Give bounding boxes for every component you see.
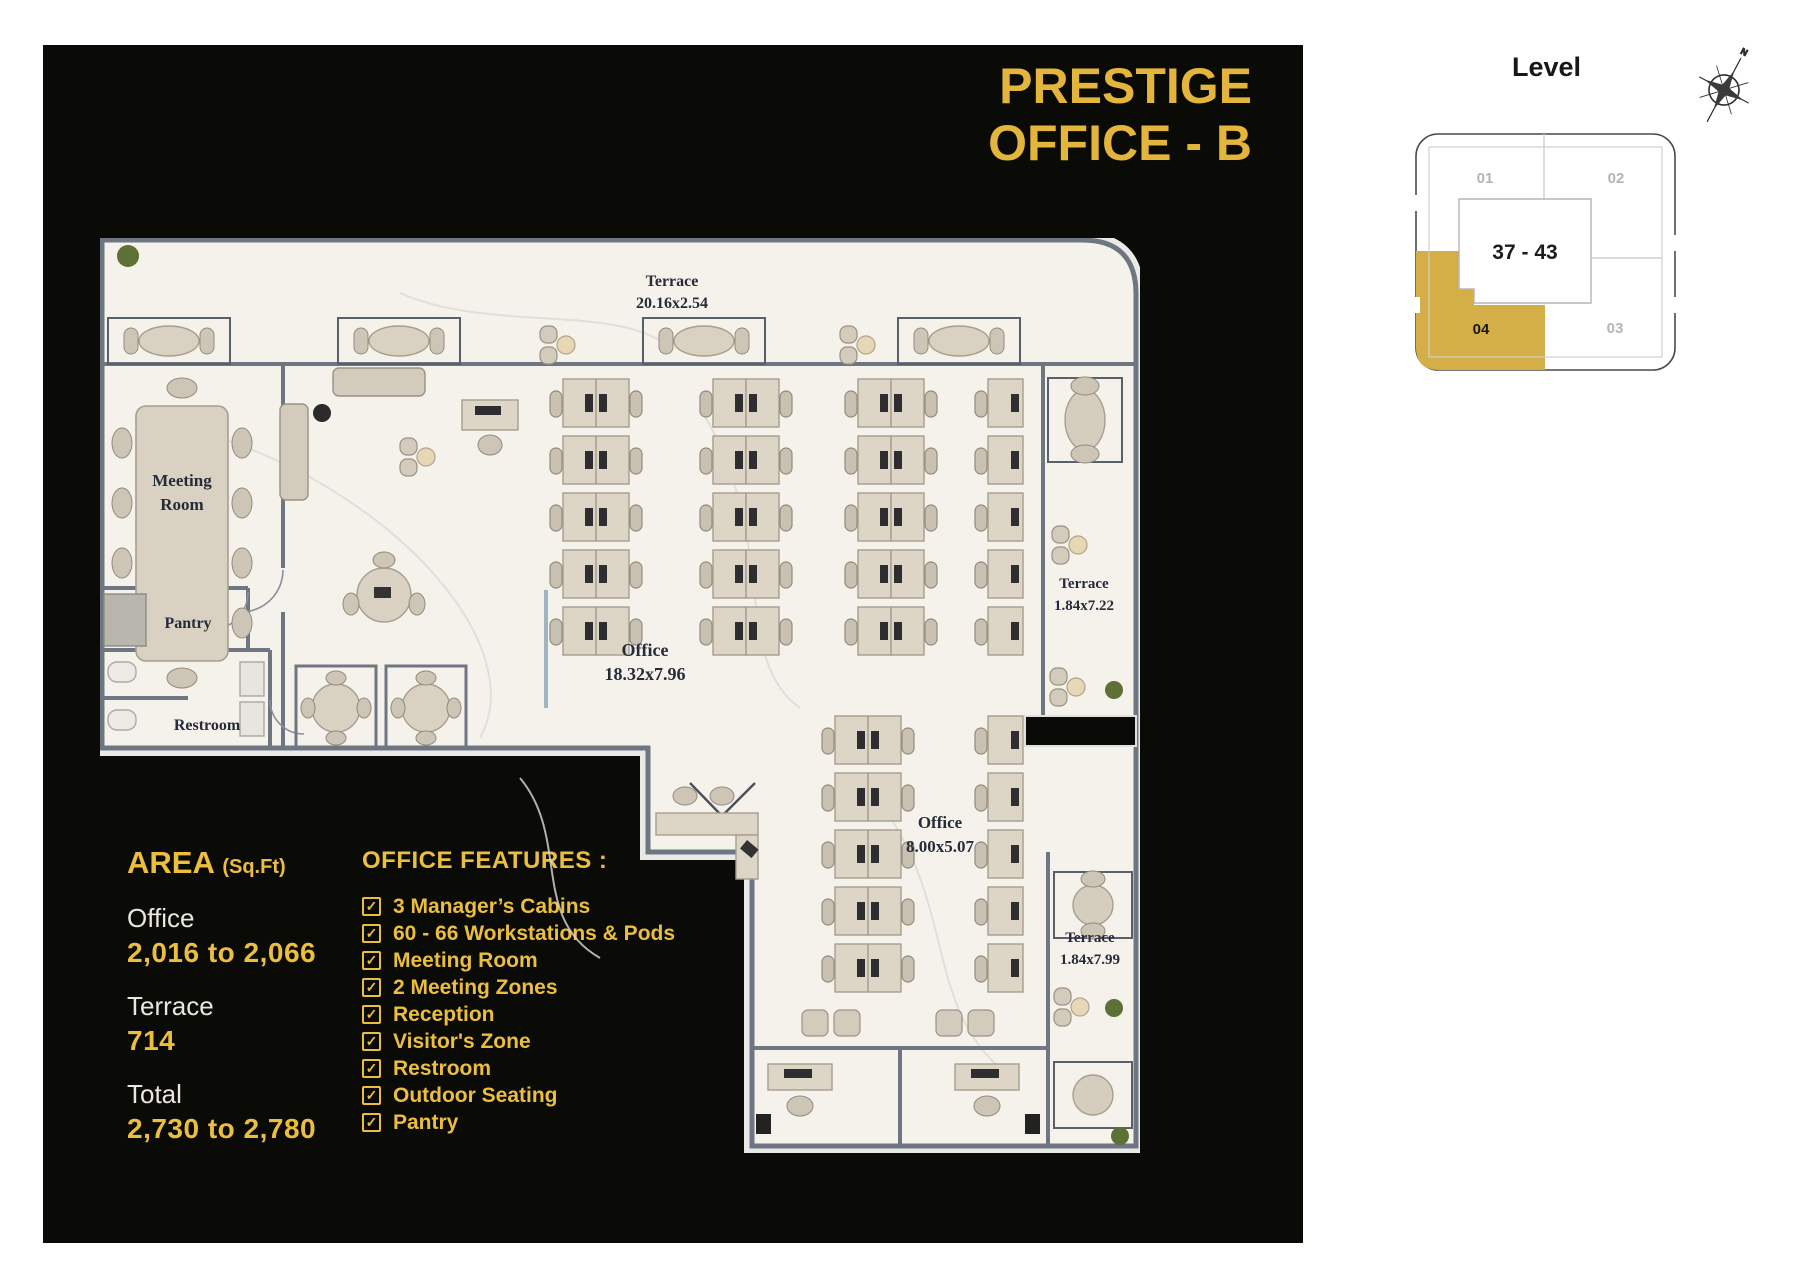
feature-label: Outdoor Seating xyxy=(393,1083,558,1107)
label-terrace-right-dims: 1.84x7.22 xyxy=(1054,598,1114,614)
level-key-diagram xyxy=(1413,131,1681,376)
label-terrace-top-dims: 20.16x2.54 xyxy=(636,295,708,312)
area-row-value: 2,730 to 2,780 xyxy=(127,1113,317,1144)
area-unit-note: (Sq.Ft) xyxy=(222,856,286,878)
level-unit-03: 03 xyxy=(1606,320,1624,337)
features-heading: OFFICE FEATURES : xyxy=(362,847,608,874)
label-restroom: Restroom xyxy=(173,717,241,734)
label-terrace-lower-dims: 1.84x7.99 xyxy=(1060,952,1120,968)
area-heading-text: AREA xyxy=(127,845,214,880)
level-heading: Level xyxy=(1512,52,1582,82)
plant-icon xyxy=(1105,999,1123,1017)
area-row-value: 2,016 to 2,066 xyxy=(127,937,317,968)
feature-label: Restroom xyxy=(393,1056,492,1080)
label-office-main-dims: 18.32x7.96 xyxy=(604,664,686,684)
plant-icon xyxy=(1111,1127,1129,1145)
level-unit-01: 01 xyxy=(1476,170,1494,187)
feature-label: 2 Meeting Zones xyxy=(393,975,558,999)
page-title-line2: OFFICE - B xyxy=(988,115,1252,171)
feature-label: Pantry xyxy=(393,1110,459,1134)
area-row-value: 714 xyxy=(127,1025,176,1056)
plan-notch xyxy=(1025,716,1136,746)
area-row-label: Terrace xyxy=(127,991,214,1021)
label-pantry: Pantry xyxy=(164,615,212,632)
label-office-main-name: Office xyxy=(621,640,669,660)
compass-rose-icon xyxy=(1686,42,1762,134)
feature-label: 3 Manager’s Cabins xyxy=(393,894,591,918)
feature-label: Reception xyxy=(393,1002,495,1026)
floor-plan xyxy=(100,238,1140,1153)
label-meeting-room-line1: Meeting xyxy=(152,471,212,490)
level-range: 37 - 43 xyxy=(1492,241,1558,264)
level-unit-02: 02 xyxy=(1607,170,1625,187)
svg-text:N: N xyxy=(1738,46,1750,58)
plant-icon xyxy=(117,245,139,267)
label-office-lower-dims: 8.00x5.07 xyxy=(906,837,974,856)
page-title xyxy=(880,58,1252,172)
level-unit-04: 04 xyxy=(1472,321,1490,338)
label-terrace-top-name: Terrace xyxy=(645,273,699,290)
feature-label: Meeting Room xyxy=(393,948,538,972)
label-office-lower-name: Office xyxy=(917,813,963,832)
area-row-label: Office xyxy=(127,903,195,933)
plant-icon xyxy=(1105,681,1123,699)
area-row-label: Total xyxy=(127,1079,182,1109)
page-title-line1: PRESTIGE xyxy=(999,58,1252,114)
feature-label: Visitor's Zone xyxy=(393,1029,531,1053)
label-meeting-room-line2: Room xyxy=(160,495,204,514)
label-terrace-right-name: Terrace xyxy=(1059,576,1109,592)
feature-label: 60 - 66 Workstations & Pods xyxy=(393,921,676,945)
label-terrace-lower-name: Terrace xyxy=(1065,930,1115,946)
